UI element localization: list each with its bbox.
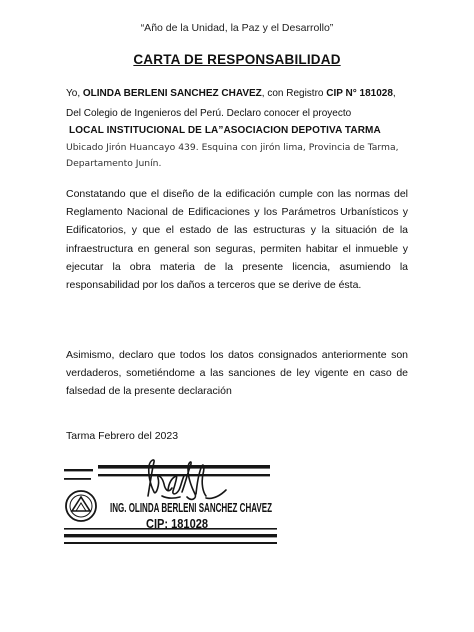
signature-stamp-graphic [64,454,277,549]
signature-stamp [64,454,277,549]
address-line-2: Departamento Junín. [66,158,162,169]
declarant-line [66,87,416,101]
declarant-name: OLINDA BERLENI SANCHEZ CHAVEZ [82,88,262,99]
college-seal-icon [66,491,96,521]
year-motto: “Año de la Unidad, la Paz y el Desarrollo” [140,22,334,34]
address-line-1: Ubicado Jirón Huancayo 439. Esquina con jirón lima, Provincia de Tarma, [66,142,399,153]
project-name: LOCAL INSTITUCIONAL DE LA”ASOCIACION DEPOTIVA TARMA [69,125,381,136]
document-title: CARTA DE RESPONSABILIDAD [133,52,341,67]
intro-prefix: Yo, [66,88,83,99]
declaration-paragraph: Asimismo, declaro que todos los datos consignados anteriormente son verdaderos, sometiéndome a las sanciones de ley vigente en caso de falsedad de la presente declaración [66,349,408,398]
responsibility-paragraph: Constatando que el diseño de la edificación cumple con las normas del Reglamento Nacional de Edificaciones y los Parámetros Urbanísticos y Edificatorios, y que el estado de las estructuras y la situación de la infraestructura en general son seguras, permiten habitar el inmueble y ejecutar la obra materia de la presente licencia, asumiendo la responsabilidad por los daños a terceros que se derive de ésta. [66,188,408,292]
stamp-cip: CIP: 181028 [146,516,208,531]
registry-text: , con Registro [261,88,327,99]
date-line: Tarma Febrero del 2023 [66,430,179,442]
intro-suffix: , [392,88,396,99]
college-line: Del Colegio de Ingenieros del Perú. Declaro conocer el proyecto [66,108,352,119]
cip-number: CIP N° 181028 [326,88,393,99]
stamp-name: ING. OLINDA BERLENI SANCHEZ CHAVEZ [110,500,272,515]
